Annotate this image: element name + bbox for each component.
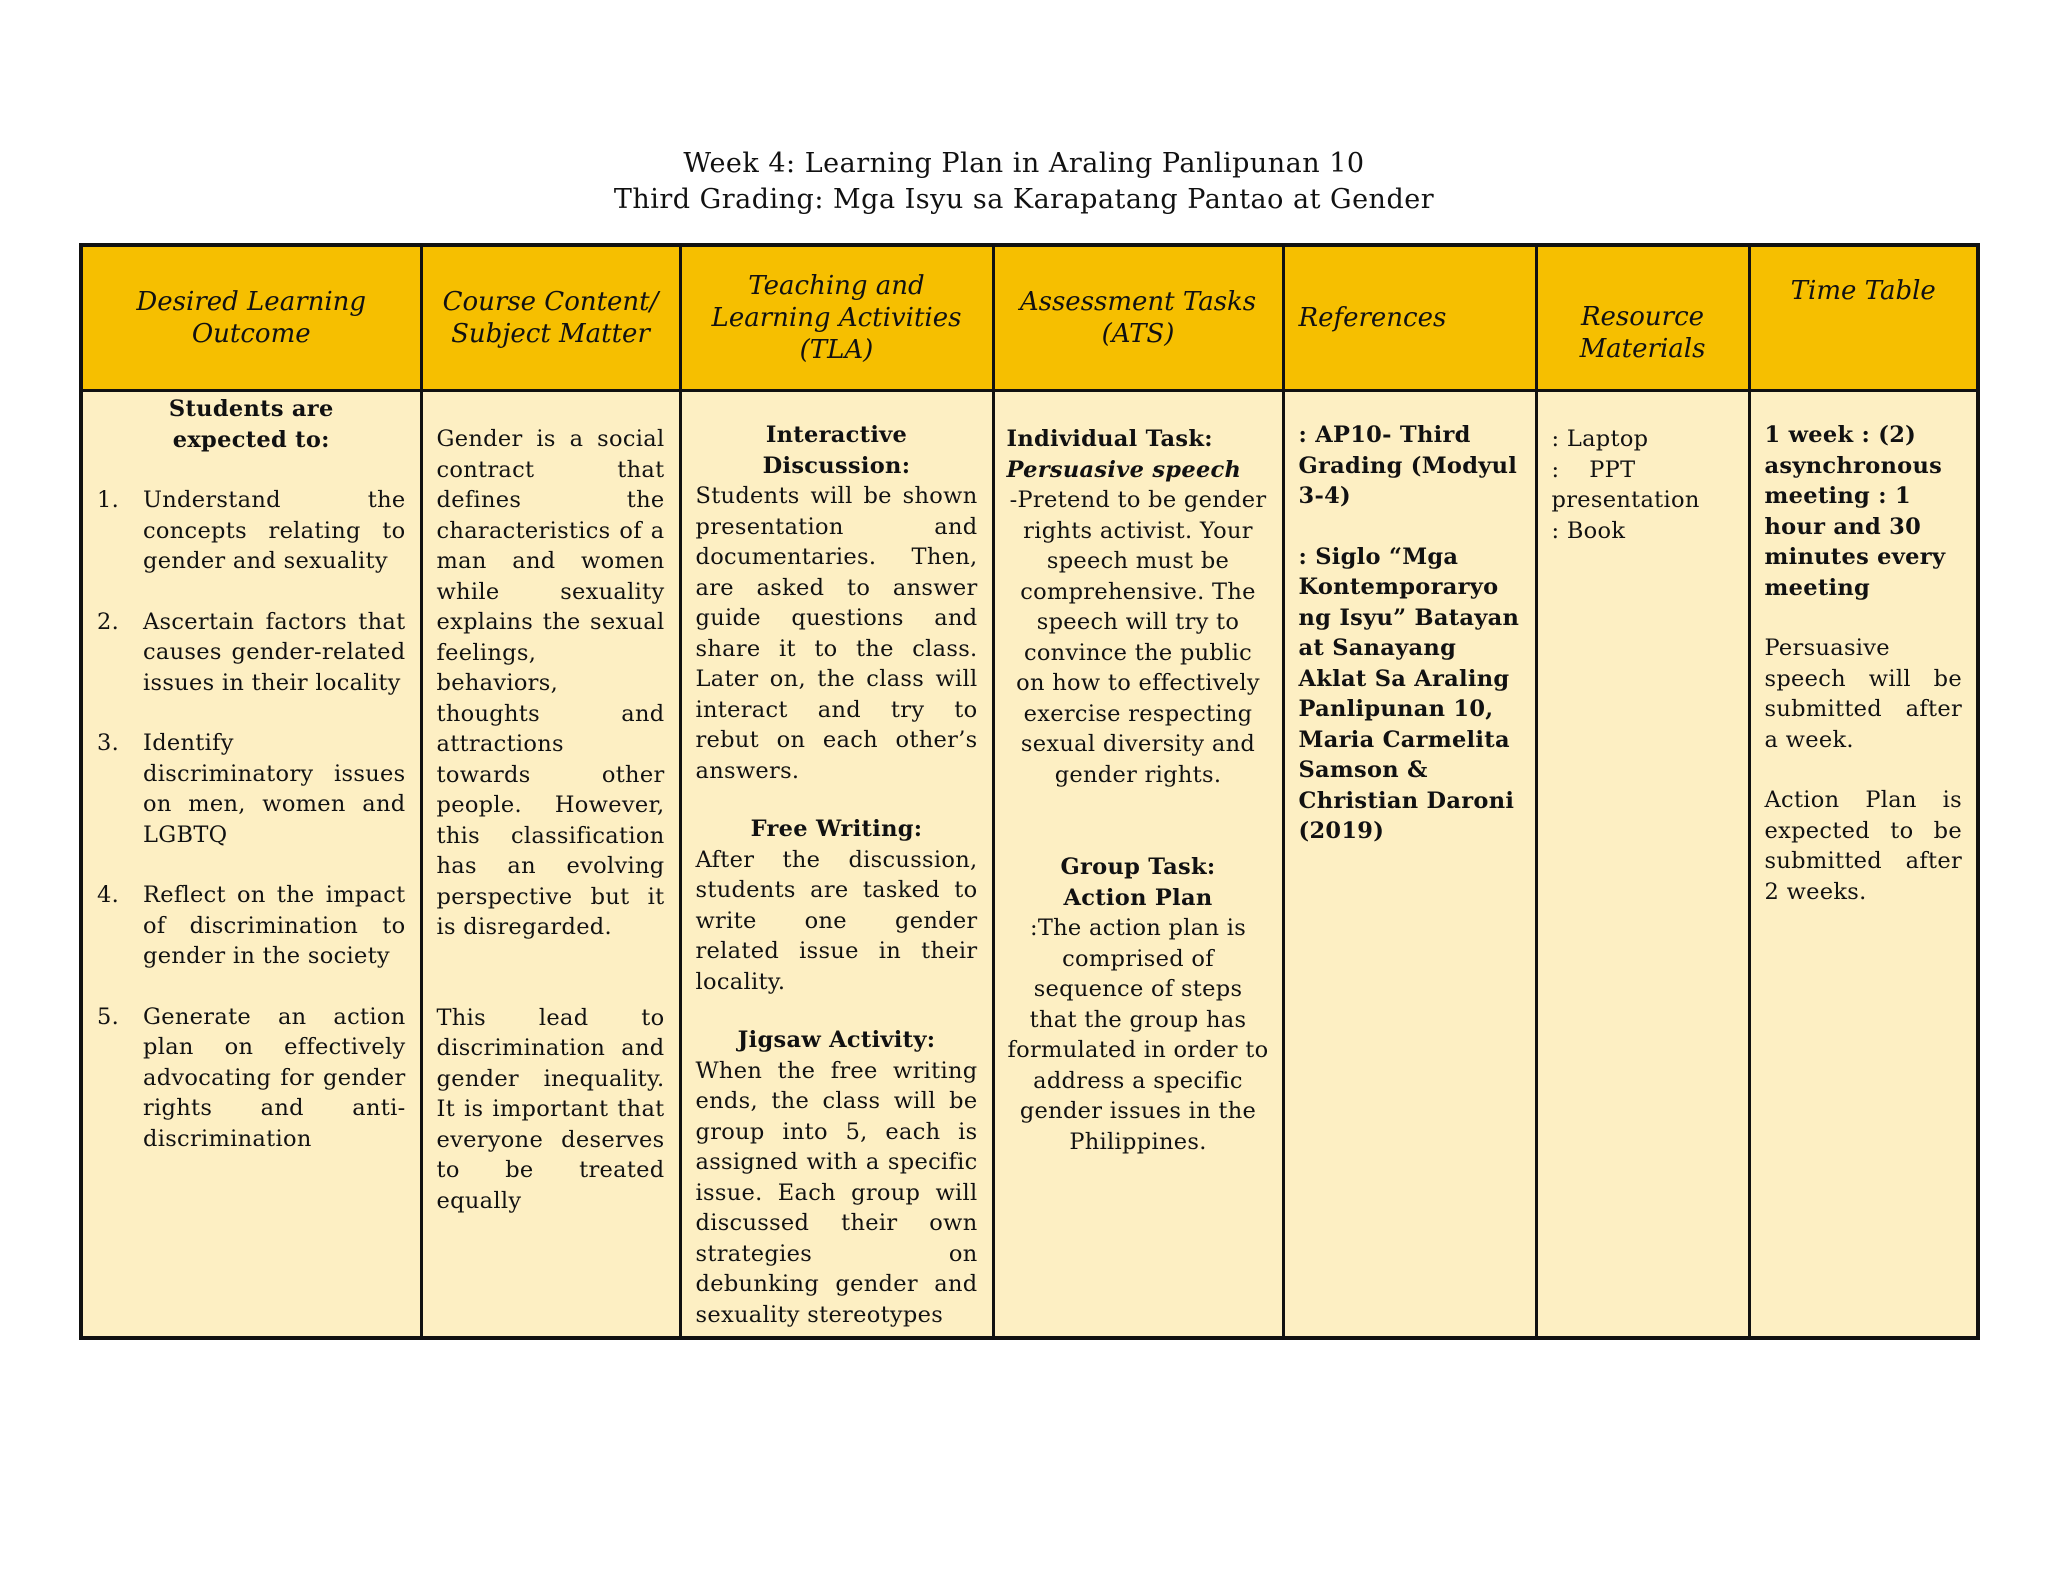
content-cell xyxy=(421,391,680,1339)
document-title xyxy=(0,146,2048,218)
list-item: 1. Understand the concepts relating to gender and sexuality xyxy=(97,487,406,574)
individual-task-description: -Pretend to be gender rights activist. Your speech must be comprehensive. The speech will try to convince the public on how to effectively exercise respecting sexual diversity and gender rights. xyxy=(1009,487,1267,788)
outcomes-list xyxy=(97,485,406,1154)
header-row xyxy=(81,245,1978,391)
header-resource-materials: Resource Materials xyxy=(1536,245,1749,391)
resources-cell xyxy=(1536,391,1749,1339)
header-tla: Teaching and Learning Activities (TLA) xyxy=(680,245,993,391)
header-course-content: Course Content/ Subject Matter xyxy=(421,245,680,391)
group-task-description: :The action plan is comprised of sequence of steps that the group has formulated in order to address a specific gender issues in the Philippines. xyxy=(1007,915,1269,1155)
individual-task-label: Individual Task: xyxy=(1006,426,1213,452)
list-item: 2. Ascertain factors that causes gender-related issues in their locality xyxy=(97,608,406,696)
resource-item: : Laptop xyxy=(1551,426,1649,452)
list-item: 4. Reflect on the impact of discrimination to gender in the society xyxy=(97,882,406,969)
list-item: 3. Identify discriminatory issues on men, women and LGBTQ xyxy=(97,730,406,848)
assessment-cell xyxy=(993,391,1283,1339)
tla-heading-jigsaw: Jigsaw Activity: xyxy=(737,1027,936,1053)
timetable-schedule: 1 week : (2) asynchronous meeting : 1 hour and 30 minutes every meeting xyxy=(1764,422,1946,601)
outcomes-cell xyxy=(81,391,421,1339)
group-task-type: Action Plan xyxy=(1063,884,1213,911)
list-item: 5. Generate an action plan on effectively advocating for gender rights and anti-discrimination xyxy=(97,1003,406,1152)
header-assessment-tasks: Assessment Tasks (ATS) xyxy=(993,245,1283,391)
reference-2: : Siglo “Mga Kontemporaryo ng Isyu” Batayan at Sanayang Aklat Sa Araling Panlipunan 10, Maria Carmelita Samson & Christian Daroni (2019) xyxy=(1298,543,1520,844)
content-paragraph-1: Gender is a social contract that defines the characteristics of a man and women while sexuality explains the sexual feelings, behaviors, thoughts and attractions towards other people. However, this classification has an evolving perspective but it is disregarded. xyxy=(436,426,665,940)
timetable-note-speech: Persuasive speech will be submitted after a week. xyxy=(1764,635,1962,753)
header-references: References xyxy=(1283,245,1536,391)
tla-paragraph-interactive: Students will be shown presentation and documentaries. Then, are asked to answer guide questions and share it to the class. Later on, the class will interact and try to rebut on each other’s answers. xyxy=(695,483,978,784)
content-paragraph-2: This lead to discrimination and gender inequality. It is important that everyone deserves to be treated equally xyxy=(436,1004,665,1214)
resource-item: : Book xyxy=(1551,517,1626,544)
header-desired-learning-outcome: Desired Learning Outcome xyxy=(81,245,421,391)
tla-paragraph-free-writing: After the discussion, students are tasked to write one gender related issue in their locality. xyxy=(695,846,978,995)
tla-paragraph-jigsaw: When the free writing ends, the class will be group into 5, each is assigned with a specific issue. Each group will discussed their own strategies on debunking gender and sexuality stereotypes xyxy=(695,1057,978,1328)
resource-item: : PPT presentation xyxy=(1551,456,1700,513)
group-task-label: Group Task: xyxy=(1060,854,1216,880)
timetable-note-action-plan: Action Plan is expected to be submitted after 2 weeks. xyxy=(1764,787,1962,905)
tla-heading-free-writing: Free Writing: xyxy=(750,816,923,842)
header-time-table: Time Table xyxy=(1749,245,1978,391)
references-cell xyxy=(1283,391,1536,1339)
tla-heading-interactive: Interactive Discussion: xyxy=(762,422,911,479)
timetable-cell xyxy=(1749,391,1978,1339)
learning-plan-table xyxy=(79,243,1980,1340)
tla-cell xyxy=(680,391,993,1339)
title-line-1: Week 4: Learning Plan in Araling Panlipunan 10 xyxy=(683,148,1365,179)
content-row xyxy=(81,391,1978,1339)
title-line-2: Third Grading: Mga Isyu sa Karapatang Pantao at Gender xyxy=(613,184,1435,215)
outcomes-intro: Students are expected to: xyxy=(168,396,334,453)
reference-1: : AP10- Third Grading (Modyul 3-4) xyxy=(1298,422,1518,509)
individual-task-type: Persuasive speech xyxy=(1006,456,1242,483)
